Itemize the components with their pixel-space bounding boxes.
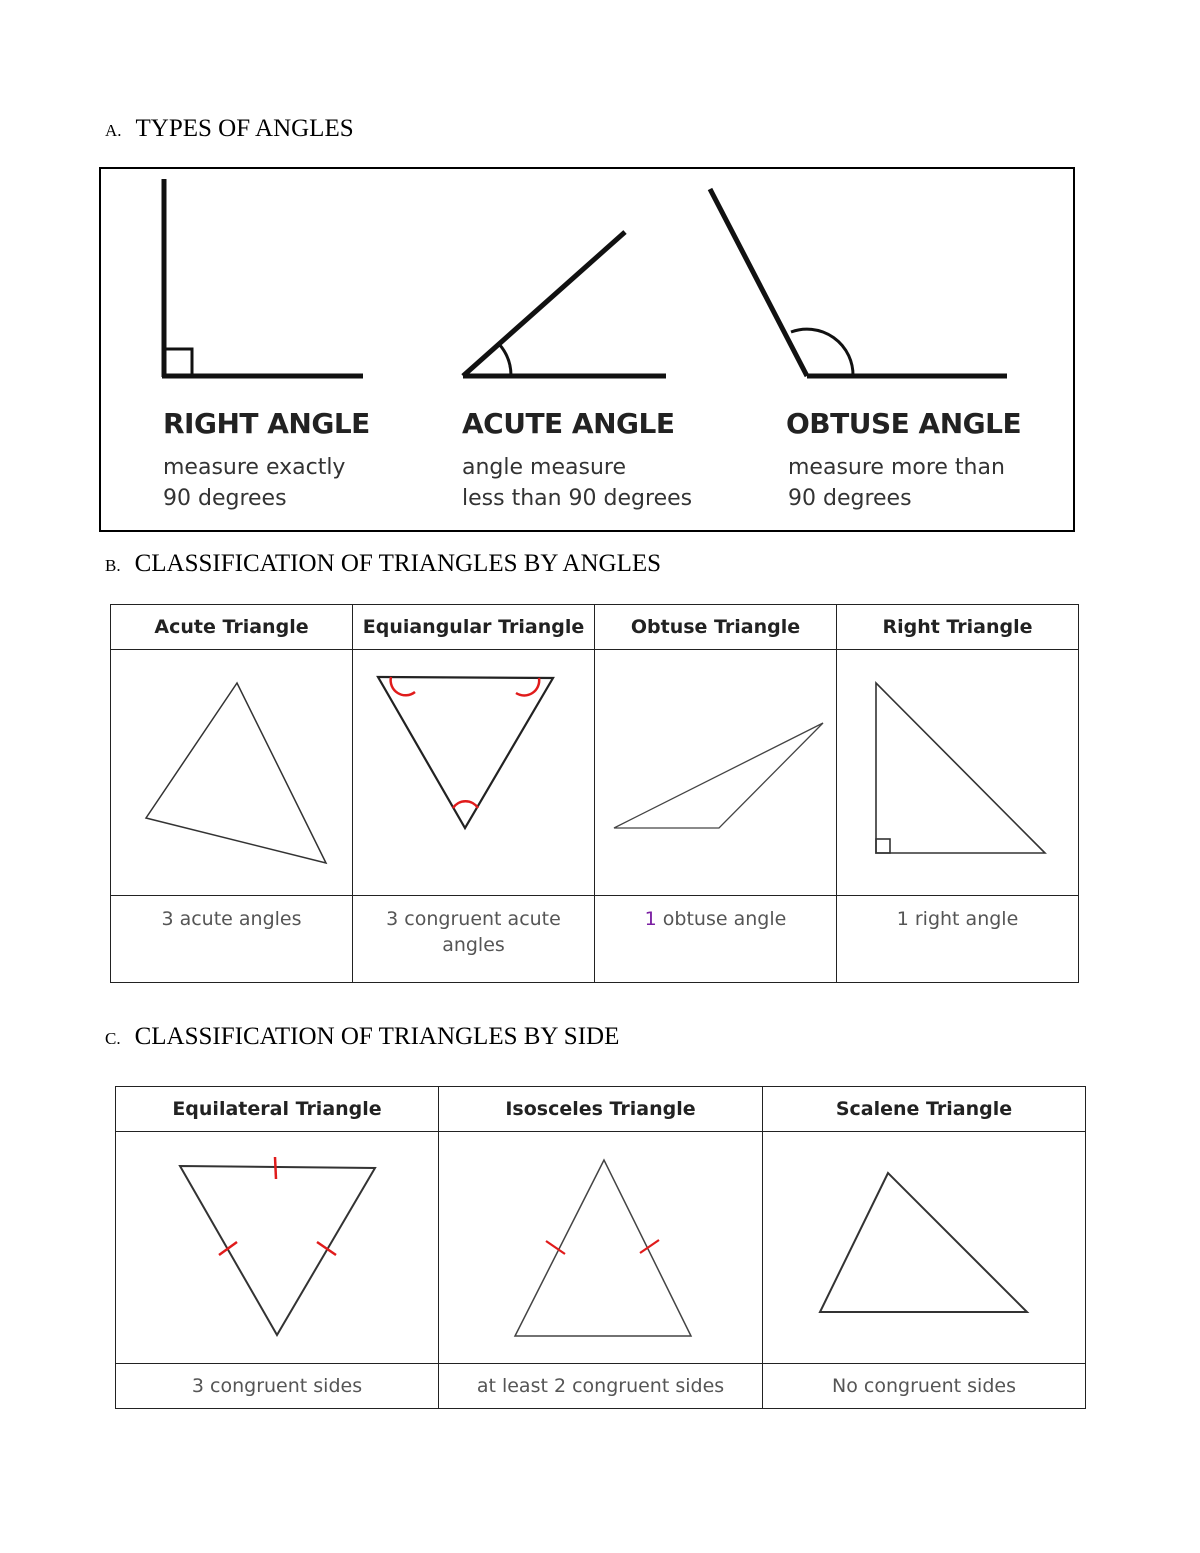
isosceles-triangle-figure	[439, 1132, 763, 1363]
obtuse-angle-desc-line2: 90 degrees	[788, 486, 912, 511]
section-a-title: TYPES OF ANGLES	[135, 115, 354, 142]
acute-angle-title: ACUTE ANGLE	[462, 407, 675, 440]
acute-angle-desc	[462, 452, 692, 514]
equiangular-triangle-cell	[353, 650, 595, 896]
right-angle-desc-line2: 90 degrees	[163, 486, 287, 511]
section-b-letter: B.	[105, 556, 121, 575]
equiangular-desc-text: 3 congruent acute angles	[386, 908, 561, 956]
obtuse-desc-text: obtuse angle	[662, 908, 787, 930]
acute-triangle-desc: 3 acute angles	[111, 896, 353, 983]
obtuse-triangle-cell	[595, 650, 837, 896]
section-c-title: CLASSIFICATION OF TRIANGLES BY SIDE	[134, 1023, 620, 1050]
section-a-heading	[105, 115, 354, 143]
header-obtuse-triangle: Obtuse Triangle	[595, 605, 837, 650]
header-scalene-triangle: Scalene Triangle	[763, 1087, 1086, 1132]
obtuse-triangle-desc	[595, 896, 837, 983]
angle-mark	[391, 677, 415, 695]
acute-triangle-figure	[111, 650, 353, 895]
acute-angle-figure	[463, 232, 666, 376]
angle-types-panel	[99, 167, 1075, 532]
section-c-letter: C.	[105, 1029, 121, 1048]
table-header-row	[116, 1087, 1086, 1132]
tick-mark	[275, 1157, 276, 1179]
acute-angle-desc-line2: less than 90 degrees	[462, 486, 693, 511]
obtuse-angle-title: OBTUSE ANGLE	[786, 407, 1022, 440]
section-b-heading	[105, 550, 661, 578]
figure-row	[111, 650, 1079, 896]
triangles-by-angles-table	[110, 604, 1079, 983]
section-c-heading	[105, 1023, 619, 1051]
obtuse-angle-desc-line1: measure more than	[788, 455, 1005, 480]
tick-mark	[317, 1242, 336, 1255]
right-angle-mark	[876, 839, 890, 853]
header-acute-triangle: Acute Triangle	[111, 605, 353, 650]
scalene-triangle-figure	[763, 1132, 1086, 1363]
isosceles-triangle-cell	[439, 1132, 763, 1364]
acute-triangle-cell	[111, 650, 353, 896]
tick-mark	[219, 1242, 237, 1255]
right-angle-desc	[163, 452, 345, 514]
header-right-triangle: Right Triangle	[837, 605, 1079, 650]
scalene-triangle-cell	[763, 1132, 1086, 1364]
description-row	[111, 896, 1079, 983]
right-triangle-desc: 1 right angle	[837, 896, 1079, 983]
triangles-by-side-table	[115, 1086, 1086, 1409]
equiangular-triangle-figure	[353, 650, 595, 895]
acute-angle-desc-line1: angle measure	[462, 455, 626, 480]
obtuse-angle-figure	[710, 189, 1007, 376]
header-equiangular-triangle: Equiangular Triangle	[353, 605, 595, 650]
scalene-triangle-desc: No congruent sides	[763, 1364, 1086, 1409]
right-angle-title: RIGHT ANGLE	[163, 407, 370, 440]
right-triangle-cell	[837, 650, 1079, 896]
right-angle-figure	[162, 179, 363, 377]
section-b-title: CLASSIFICATION OF TRIANGLES BY ANGLES	[134, 550, 662, 577]
equiangular-triangle-desc	[353, 896, 595, 983]
obtuse-count: 1	[644, 908, 657, 930]
header-isosceles-triangle: Isosceles Triangle	[439, 1087, 763, 1132]
right-triangle-figure	[837, 650, 1079, 895]
equilateral-triangle-figure	[116, 1132, 439, 1363]
angle-mark	[516, 678, 539, 695]
section-a-letter: A.	[105, 121, 122, 140]
equilateral-triangle-desc: 3 congruent sides	[116, 1364, 439, 1409]
angle-mark	[453, 801, 478, 808]
figure-row	[116, 1132, 1086, 1364]
obtuse-triangle-figure	[595, 650, 837, 895]
right-angle-desc-line1: measure exactly	[163, 455, 346, 480]
description-row	[116, 1364, 1086, 1409]
header-equilateral-triangle: Equilateral Triangle	[116, 1087, 439, 1132]
table-header-row	[111, 605, 1079, 650]
obtuse-angle-desc	[788, 452, 1005, 514]
equilateral-triangle-cell	[116, 1132, 439, 1364]
isosceles-triangle-desc: at least 2 congruent sides	[439, 1364, 763, 1409]
